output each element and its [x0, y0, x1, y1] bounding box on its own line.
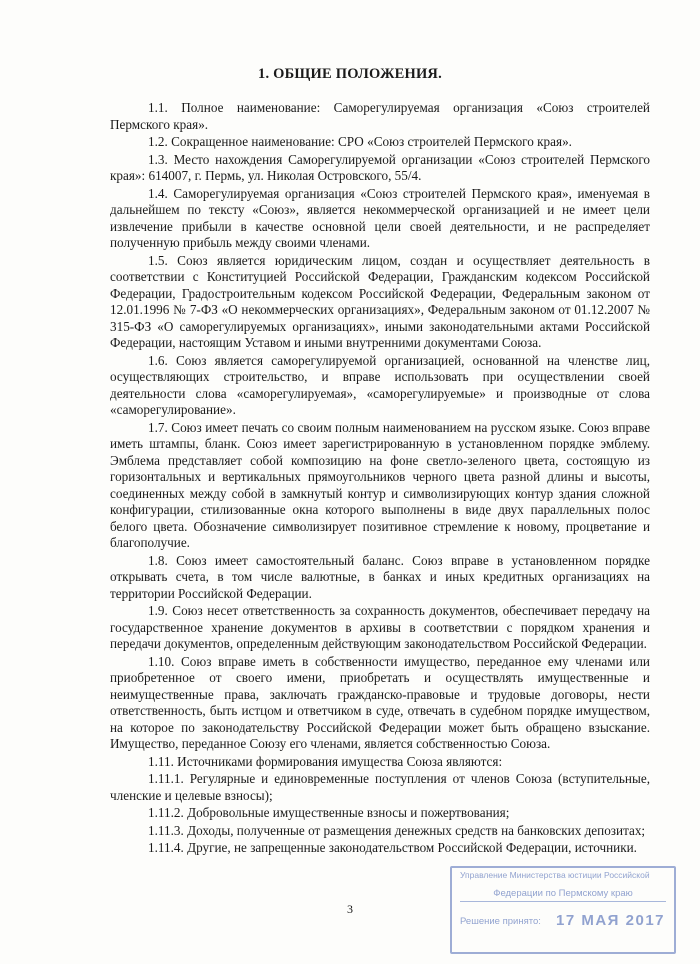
paragraph-1-9: 1.9. Союз несет ответственность за сохранность документов, обеспечивает передачу на государственное хранение документов в архивы в соответствии с порядком хранения и передачи документов, определенным действующим законодательством Российской Федерации.	[110, 603, 650, 651]
paragraph-1-11-2: 1.11.2. Добровольные имущественные взносы и пожертвования;	[148, 805, 510, 820]
paragraph-1-2: 1.2. Сокращенное наименование: СРО «Союз строителей Пермского края».	[148, 134, 572, 149]
paragraph-1-6: 1.6. Союз является саморегулируемой организацией, основанной на членстве лиц, осуществляющих строительство, и вправе использовать при осуществлении своей деятельности слова «саморегулируемая», «саморегулируемые» и производные от слова «саморегулирование».	[110, 352, 650, 417]
section-heading: 1. ОБЩИЕ ПОЛОЖЕНИЯ.	[258, 66, 442, 82]
body-text	[110, 100, 650, 858]
registration-stamp	[450, 866, 676, 954]
stamp-authority-line: Управление Министерства юстиции Российской	[460, 870, 650, 880]
paragraph-1-11: 1.11. Источниками формирования имущества Союза являются:	[148, 753, 503, 769]
stamp-date: 17 МАЯ 2017	[556, 912, 665, 929]
paragraph-1-4: 1.4. Саморегулируемая организация «Союз строителей Пермского края», именуемая в дальнейшем по тексту «Союз», является некоммерческой организацией и не имеет цели извлечение прибыли в качестве основной цели своей деятельности, и не распределяет полученную прибыль между своими членами.	[110, 185, 650, 250]
page-number: 3	[347, 902, 353, 916]
paragraph-1-1: 1.1. Полное наименование: Саморегулируемая организация «Союз строителей Пермского края».	[110, 100, 650, 132]
paragraph-1-8: 1.8. Союз имеет самостоятельный баланс. Союз вправе в установленном порядке открывать счета, в том числе валютные, в банках и иных кредитных организациях на территории Российской Федерации.	[110, 552, 650, 601]
stamp-region-line: Федерации по Пермскому краю	[493, 888, 633, 899]
paragraph-1-11-4: 1.11.4. Другие, не запрещенные законодательством Российской Федерации, источники.	[148, 840, 637, 855]
paragraph-1-3: 1.3. Место нахождения Саморегулируемой организации «Союз строителей Пермского края»: 614007, г. Пермь, ул. Николая Островского, 55/4.	[110, 151, 650, 183]
paragraph-1-11-1: 1.11.1. Регулярные и единовременные поступления от членов Союза (вступительные, членские и целевые взносы);	[110, 771, 650, 803]
paragraph-1-7: 1.7. Союз имеет печать со своим полным наименованием на русском языке. Союз вправе иметь штампы, бланк. Союз имеет зарегистрированную в установленном порядке эмблему. Эмблема представляет собой композицию на фоне светло-зеленого цвета, состоящую из горизонтальных и вертикальных прямоугольников черного цвета разной длины и высоты, соединенных между собой в замкнутый контур и символизирующих контур здания сложной конфигурации, стилизованные окна которого выполнены в виде двух параллельных полос белого цвета. Обозначение символизирует позитивное стремление к новому, процветание и благополучие.	[110, 419, 650, 550]
paragraph-1-11-3: 1.11.3. Доходы, полученные от размещения денежных средств на банковских депозитах;	[148, 822, 646, 838]
paragraph-1-5: 1.5. Союз является юридическим лицом, создан и осуществляет деятельность в соответствии с Конституцией Российской Федерации, Гражданским кодексом Российской Федерации, Градостроительным кодексом Российской Федерации, Федеральным законом от 12.01.1996 № 7-ФЗ «О некоммерческих организациях», Федеральным законом от 01.12.2007 № 315-ФЗ «О саморегулируемых организациях», иными законодательными актами Российской Федерации, настоящим Уставом и иными внутренними документами Союза.	[110, 252, 650, 350]
stamp-decision-label: Решение принято:	[460, 916, 541, 927]
paragraph-1-10: 1.10. Союз вправе иметь в собственности имущество, переданное ему членами или приобретенное от своего имени, приобретать и осуществлять имущественные и неимущественные права, заключать гражданско-правовые и трудовые договоры, нести ответственность, быть истцом и ответчиком в суде, отвечать в судебном порядке имуществом, на которое по законодательству Российской Федерации может быть обращено взыскание. Имущество, переданное Союзу его членами, является собственностью Союза.	[110, 653, 650, 751]
stamp-divider	[460, 901, 666, 902]
